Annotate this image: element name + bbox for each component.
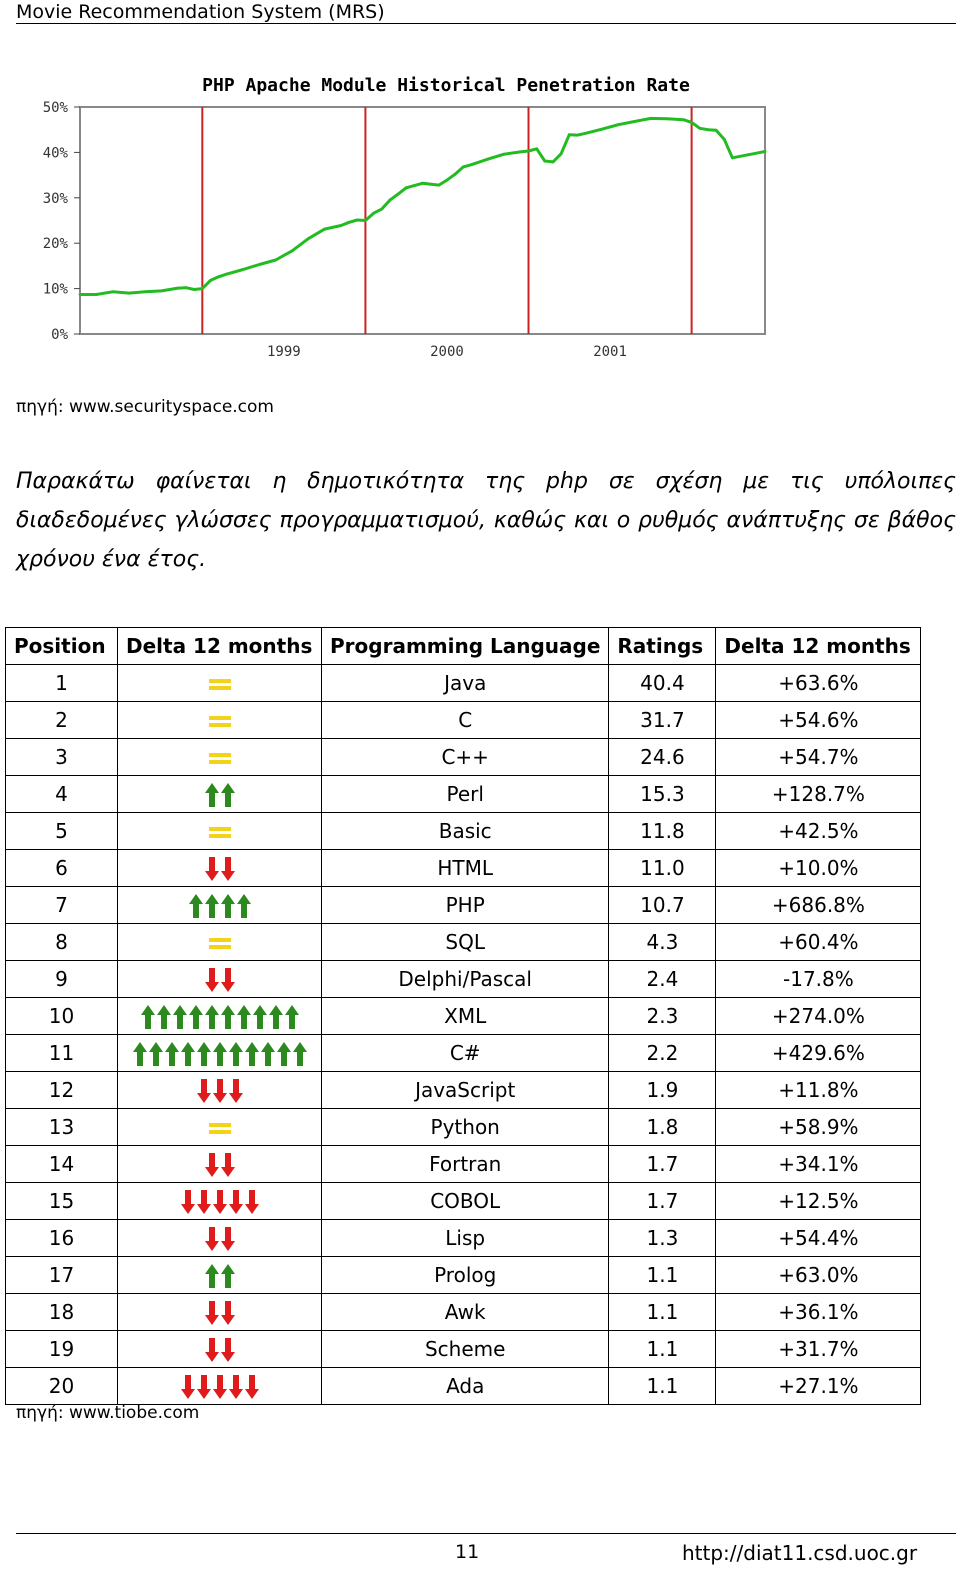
- arrow-up-icon: [205, 1264, 219, 1288]
- delta-arrow-group: [205, 1227, 235, 1251]
- data-point: [503, 153, 506, 156]
- cell-position: 20: [6, 1368, 118, 1405]
- x-year-label: 1999: [267, 344, 301, 360]
- cell-delta-percent: +128.7%: [716, 776, 921, 813]
- data-point: [234, 270, 237, 273]
- data-point: [601, 128, 604, 131]
- cell-position: 3: [6, 739, 118, 776]
- arrow-down-icon: [245, 1190, 259, 1214]
- arrow-up-icon: [133, 1042, 147, 1066]
- table-row: [6, 850, 921, 887]
- cell-position: 18: [6, 1294, 118, 1331]
- arrow-down-icon: [197, 1375, 211, 1399]
- data-point: [144, 290, 147, 293]
- arrow-down-icon: [221, 1153, 235, 1177]
- table-row: [6, 1183, 921, 1220]
- arrow-down-icon: [213, 1079, 227, 1103]
- data-point: [380, 208, 383, 211]
- data-point: [307, 237, 310, 240]
- cell-language: HTML: [322, 850, 609, 887]
- data-point: [291, 250, 294, 253]
- cell-language: XML: [322, 998, 609, 1035]
- header-ratings: Ratings: [609, 628, 716, 665]
- cell-language: Basic: [322, 813, 609, 850]
- delta-arrow-group: [205, 1153, 235, 1177]
- data-point: [446, 179, 449, 182]
- data-point: [258, 263, 261, 266]
- cell-delta-arrows: [118, 813, 322, 850]
- arrow-down-icon: [221, 1227, 235, 1251]
- arrow-up-icon: [245, 1042, 259, 1066]
- cell-delta-arrows: [118, 1331, 322, 1368]
- table-row: [6, 776, 921, 813]
- arrow-up-icon: [221, 1005, 235, 1029]
- arrow-up-icon: [165, 1042, 179, 1066]
- arrow-up-icon: [173, 1005, 187, 1029]
- data-point: [356, 219, 359, 222]
- cell-language: Awk: [322, 1294, 609, 1331]
- arrow-up-icon: [205, 783, 219, 807]
- arrow-up-icon: [285, 1005, 299, 1029]
- y-tick-label: 20%: [42, 236, 68, 253]
- delta-arrow-group: [141, 1005, 299, 1029]
- arrow-down-icon: [205, 1338, 219, 1362]
- data-point: [666, 117, 669, 120]
- cell-delta-arrows: [118, 1146, 322, 1183]
- cell-delta-arrows: [118, 739, 322, 776]
- cell-position: 11: [6, 1035, 118, 1072]
- arrow-up-icon: [277, 1042, 291, 1066]
- arrow-down-icon: [245, 1375, 259, 1399]
- arrow-down-icon: [221, 1301, 235, 1325]
- table-row: [6, 1257, 921, 1294]
- table-row: [6, 1368, 921, 1405]
- cell-position: 5: [6, 813, 118, 850]
- delta-arrow-group: [133, 1042, 307, 1066]
- cell-rating: 15.3: [609, 776, 716, 813]
- data-point: [707, 128, 710, 131]
- header-delta-arrows: Delta 12 months: [118, 628, 322, 665]
- cell-position: 10: [6, 998, 118, 1035]
- cell-position: 8: [6, 924, 118, 961]
- table-row: [6, 1331, 921, 1368]
- cell-delta-percent: +54.6%: [716, 702, 921, 739]
- data-point: [348, 221, 351, 224]
- cell-language: Fortran: [322, 1146, 609, 1183]
- cell-language: SQL: [322, 924, 609, 961]
- data-point: [193, 288, 196, 291]
- cell-delta-percent: -17.8%: [716, 961, 921, 998]
- cell-language: Scheme: [322, 1331, 609, 1368]
- delta-arrow-group: [209, 753, 231, 765]
- delta-arrow-group: [209, 938, 231, 950]
- cell-language: Perl: [322, 776, 609, 813]
- intro-paragraph: Παρακάτω φαίνεται η δημοτικότητα της php σε σχέση με τις υπόλοιπες διαδεδομένες γλώσσες προγραμματισμού, καθώς και ο ρυθμός ανάπτυξης σε βάθος χρόνου ένα έτος.: [16, 469, 956, 572]
- data-point: [217, 275, 220, 278]
- cell-delta-percent: +429.6%: [716, 1035, 921, 1072]
- equal-icon: [209, 753, 231, 765]
- cell-position: 15: [6, 1183, 118, 1220]
- cell-position: 14: [6, 1146, 118, 1183]
- cell-rating: 2.4: [609, 961, 716, 998]
- cell-rating: 24.6: [609, 739, 716, 776]
- table-row: [6, 702, 921, 739]
- arrow-down-icon: [197, 1190, 211, 1214]
- cell-delta-arrows: [118, 702, 322, 739]
- cell-delta-percent: +11.8%: [716, 1072, 921, 1109]
- chart-title: PHP Apache Module Historical Penetration Rate: [202, 75, 690, 96]
- delta-arrow-group: [181, 1375, 259, 1399]
- cell-rating: 11.0: [609, 850, 716, 887]
- arrow-down-icon: [181, 1375, 195, 1399]
- arrow-down-icon: [213, 1190, 227, 1214]
- data-point: [176, 287, 179, 290]
- cell-rating: 10.7: [609, 887, 716, 924]
- cell-rating: 31.7: [609, 702, 716, 739]
- y-tick-label: 0%: [51, 327, 68, 343]
- equal-icon: [209, 827, 231, 839]
- arrow-up-icon: [293, 1042, 307, 1066]
- data-point: [584, 132, 587, 135]
- arrow-down-icon: [197, 1079, 211, 1103]
- table-header-row: [6, 628, 921, 665]
- data-point: [79, 293, 82, 296]
- cell-delta-percent: +58.9%: [716, 1109, 921, 1146]
- page-number: 11: [455, 1541, 480, 1563]
- arrow-down-icon: [213, 1375, 227, 1399]
- table-row: [6, 1109, 921, 1146]
- arrow-up-icon: [269, 1005, 283, 1029]
- cell-position: 6: [6, 850, 118, 887]
- data-point: [405, 186, 408, 189]
- data-point: [242, 268, 245, 271]
- data-point: [486, 158, 489, 161]
- table-row: [6, 739, 921, 776]
- arrow-up-icon: [221, 1264, 235, 1288]
- cell-language: Prolog: [322, 1257, 609, 1294]
- cell-language: JavaScript: [322, 1072, 609, 1109]
- arrow-up-icon: [237, 894, 251, 918]
- arrow-up-icon: [261, 1042, 275, 1066]
- cell-language: Java: [322, 665, 609, 702]
- cell-delta-percent: +27.1%: [716, 1368, 921, 1405]
- data-point: [160, 289, 163, 292]
- data-point: [323, 228, 326, 231]
- cell-rating: 1.1: [609, 1368, 716, 1405]
- cell-rating: 1.1: [609, 1257, 716, 1294]
- y-tick-label: 10%: [42, 281, 68, 298]
- cell-delta-arrows: [118, 1257, 322, 1294]
- cell-rating: 1.7: [609, 1146, 716, 1183]
- cell-language: COBOL: [322, 1183, 609, 1220]
- x-year-label: 2000: [430, 344, 464, 360]
- cell-language: C#: [322, 1035, 609, 1072]
- cell-rating: 1.8: [609, 1109, 716, 1146]
- cell-language: Ada: [322, 1368, 609, 1405]
- arrow-up-icon: [149, 1042, 163, 1066]
- data-point: [209, 279, 212, 282]
- cell-delta-percent: +54.4%: [716, 1220, 921, 1257]
- cell-position: 7: [6, 887, 118, 924]
- document-header-title: Movie Recommendation System (MRS): [16, 1, 385, 23]
- data-point: [185, 286, 188, 289]
- data-point: [560, 152, 563, 155]
- arrow-down-icon: [205, 968, 219, 992]
- cell-delta-percent: +54.7%: [716, 739, 921, 776]
- language-ranking-table: [5, 627, 921, 1405]
- data-point: [535, 147, 538, 150]
- cell-delta-percent: +36.1%: [716, 1294, 921, 1331]
- cell-delta-percent: +63.6%: [716, 665, 921, 702]
- cell-rating: 1.9: [609, 1072, 716, 1109]
- header-divider: [16, 23, 956, 24]
- arrow-up-icon: [181, 1042, 195, 1066]
- arrow-down-icon: [229, 1375, 243, 1399]
- table-row: [6, 1146, 921, 1183]
- cell-delta-arrows: [118, 1109, 322, 1146]
- data-point: [340, 224, 343, 227]
- cell-delta-percent: +12.5%: [716, 1183, 921, 1220]
- arrow-up-icon: [205, 1005, 219, 1029]
- arrow-down-icon: [221, 857, 235, 881]
- cell-position: 13: [6, 1109, 118, 1146]
- data-point: [527, 150, 530, 153]
- table-source-note: πηγή: www.tiobe.com: [16, 1403, 200, 1423]
- data-point: [715, 129, 718, 132]
- data-point: [201, 287, 204, 290]
- cell-delta-percent: +34.1%: [716, 1146, 921, 1183]
- header-delta-percent: Delta 12 months: [716, 628, 921, 665]
- cell-rating: 1.3: [609, 1220, 716, 1257]
- plot-frame: [80, 107, 765, 334]
- arrow-down-icon: [229, 1190, 243, 1214]
- delta-arrow-group: [205, 1338, 235, 1362]
- data-point: [723, 138, 726, 141]
- cell-rating: 2.2: [609, 1035, 716, 1072]
- data-point: [649, 117, 652, 120]
- cell-language: Delphi/Pascal: [322, 961, 609, 998]
- data-point: [617, 123, 620, 126]
- penetration-chart: [30, 68, 775, 368]
- arrow-down-icon: [181, 1190, 195, 1214]
- y-tick-label: 40%: [42, 145, 68, 162]
- table-row: [6, 924, 921, 961]
- cell-delta-percent: +60.4%: [716, 924, 921, 961]
- arrow-up-icon: [141, 1005, 155, 1029]
- equal-icon: [209, 938, 231, 950]
- delta-arrow-group: [209, 679, 231, 691]
- cell-delta-arrows: [118, 1368, 322, 1405]
- cell-delta-percent: +686.8%: [716, 887, 921, 924]
- delta-arrow-group: [197, 1079, 243, 1103]
- data-point: [364, 219, 367, 222]
- cell-delta-percent: +31.7%: [716, 1331, 921, 1368]
- x-year-label: 2001: [593, 344, 627, 360]
- table-row: [6, 1035, 921, 1072]
- data-point: [690, 121, 693, 124]
- table-row: [6, 813, 921, 850]
- delta-arrow-group: [205, 968, 235, 992]
- cell-position: 12: [6, 1072, 118, 1109]
- chart-source-note: πηγή: www.securityspace.com: [16, 397, 274, 417]
- equal-icon: [209, 679, 231, 691]
- cell-language: Python: [322, 1109, 609, 1146]
- arrow-down-icon: [205, 1227, 219, 1251]
- delta-arrow-group: [209, 1123, 231, 1135]
- arrow-up-icon: [189, 1005, 203, 1029]
- cell-delta-percent: +42.5%: [716, 813, 921, 850]
- footer-url: http://diat11.csd.uoc.gr: [682, 1541, 918, 1565]
- cell-delta-percent: +274.0%: [716, 998, 921, 1035]
- data-point: [462, 166, 465, 169]
- data-point: [543, 160, 546, 163]
- cell-position: 9: [6, 961, 118, 998]
- data-point: [633, 120, 636, 123]
- delta-arrow-group: [205, 783, 235, 807]
- table-row: [6, 1220, 921, 1257]
- cell-rating: 11.8: [609, 813, 716, 850]
- cell-rating: 1.7: [609, 1183, 716, 1220]
- arrow-up-icon: [229, 1042, 243, 1066]
- data-point: [95, 293, 98, 296]
- cell-delta-percent: +10.0%: [716, 850, 921, 887]
- equal-icon: [209, 716, 231, 728]
- data-point: [274, 259, 277, 262]
- data-point: [397, 193, 400, 196]
- delta-arrow-group: [205, 857, 235, 881]
- cell-position: 16: [6, 1220, 118, 1257]
- arrow-up-icon: [221, 894, 235, 918]
- data-point: [552, 161, 555, 164]
- cell-language: PHP: [322, 887, 609, 924]
- arrow-down-icon: [221, 1338, 235, 1362]
- arrow-up-icon: [213, 1042, 227, 1066]
- data-point: [437, 184, 440, 187]
- arrow-up-icon: [221, 783, 235, 807]
- arrow-up-icon: [237, 1005, 251, 1029]
- table-row: [6, 998, 921, 1035]
- cell-delta-arrows: [118, 924, 322, 961]
- cell-delta-percent: +63.0%: [716, 1257, 921, 1294]
- cell-delta-arrows: [118, 1183, 322, 1220]
- data-point: [388, 199, 391, 202]
- y-tick-label: 30%: [42, 190, 68, 207]
- cell-rating: 1.1: [609, 1331, 716, 1368]
- data-point: [225, 273, 228, 276]
- arrow-down-icon: [229, 1079, 243, 1103]
- arrow-up-icon: [253, 1005, 267, 1029]
- cell-delta-arrows: [118, 961, 322, 998]
- data-point: [568, 133, 571, 136]
- data-point: [764, 150, 767, 153]
- arrow-up-icon: [189, 894, 203, 918]
- cell-position: 17: [6, 1257, 118, 1294]
- cell-position: 19: [6, 1331, 118, 1368]
- chart-plot-area: [43, 100, 767, 360]
- cell-delta-arrows: [118, 998, 322, 1035]
- data-point: [747, 153, 750, 156]
- cell-rating: 4.3: [609, 924, 716, 961]
- header-language: Programming Language: [322, 628, 609, 665]
- arrow-down-icon: [205, 857, 219, 881]
- delta-arrow-group: [209, 716, 231, 728]
- table-row: [6, 961, 921, 998]
- data-point: [372, 212, 375, 215]
- data-point: [519, 151, 522, 154]
- delta-arrow-group: [189, 894, 251, 918]
- cell-delta-arrows: [118, 1220, 322, 1257]
- cell-delta-arrows: [118, 1294, 322, 1331]
- table-row: [6, 665, 921, 702]
- data-point: [698, 127, 701, 130]
- cell-position: 4: [6, 776, 118, 813]
- delta-arrow-group: [181, 1190, 259, 1214]
- cell-language: C++: [322, 739, 609, 776]
- arrow-up-icon: [197, 1042, 211, 1066]
- arrow-down-icon: [205, 1301, 219, 1325]
- cell-position: 1: [6, 665, 118, 702]
- cell-delta-arrows: [118, 776, 322, 813]
- table-row: [6, 1294, 921, 1331]
- cell-rating: 2.3: [609, 998, 716, 1035]
- data-point: [454, 173, 457, 176]
- cell-rating: 40.4: [609, 665, 716, 702]
- table-row: [6, 1072, 921, 1109]
- delta-arrow-group: [209, 827, 231, 839]
- y-tick-label: 50%: [42, 100, 68, 116]
- equal-icon: [209, 1123, 231, 1135]
- data-point: [682, 118, 685, 121]
- cell-delta-arrows: [118, 1035, 322, 1072]
- arrow-up-icon: [205, 894, 219, 918]
- arrow-up-icon: [157, 1005, 171, 1029]
- delta-arrow-group: [205, 1301, 235, 1325]
- data-point: [421, 182, 424, 185]
- data-point: [470, 163, 473, 166]
- cell-delta-arrows: [118, 850, 322, 887]
- table-row: [6, 887, 921, 924]
- cell-rating: 1.1: [609, 1294, 716, 1331]
- header-position: Position: [6, 628, 118, 665]
- delta-arrow-group: [205, 1264, 235, 1288]
- arrow-down-icon: [205, 1153, 219, 1177]
- data-point: [731, 156, 734, 159]
- cell-delta-arrows: [118, 887, 322, 924]
- footer-divider: [16, 1533, 956, 1534]
- cell-delta-arrows: [118, 665, 322, 702]
- cell-language: C: [322, 702, 609, 739]
- data-point: [111, 290, 114, 293]
- penetration-chart-svg: [30, 68, 775, 368]
- cell-position: 2: [6, 702, 118, 739]
- cell-delta-arrows: [118, 1072, 322, 1109]
- arrow-down-icon: [221, 968, 235, 992]
- data-point: [128, 292, 131, 295]
- cell-language: Lisp: [322, 1220, 609, 1257]
- data-point: [576, 134, 579, 137]
